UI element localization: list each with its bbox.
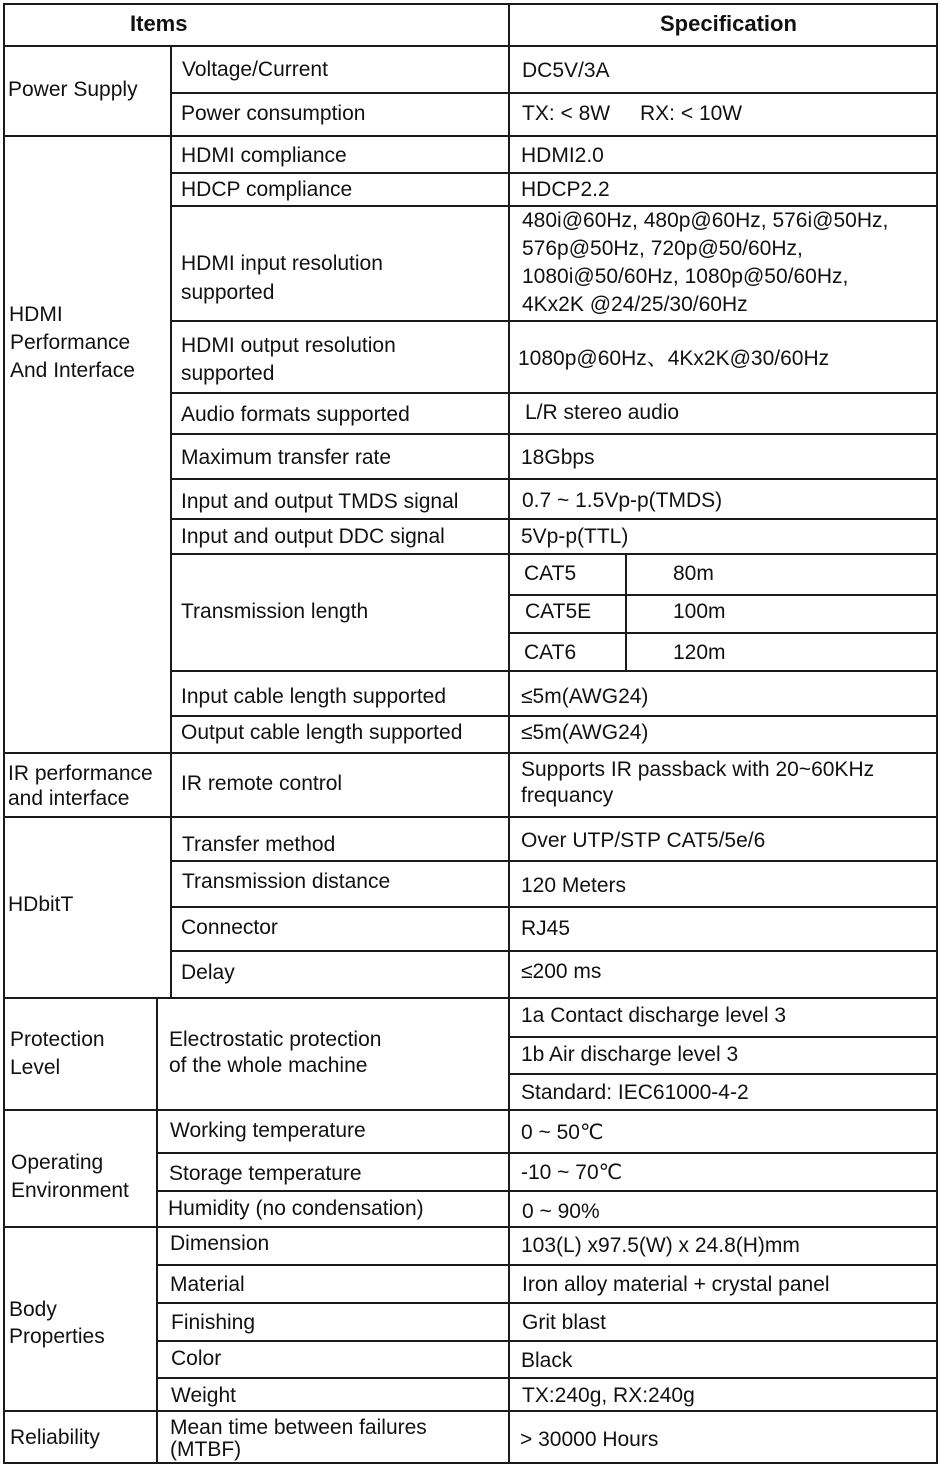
- header-divider: [3, 45, 938, 47]
- item-transmission-distance: Transmission distance: [182, 870, 391, 893]
- row-divider: [170, 715, 938, 717]
- value-transfer-method: Over UTP/STP CAT5/5e/6: [521, 829, 766, 852]
- value-ddc-signal: 5Vp-p(TTL): [521, 525, 629, 548]
- value-humidity: 0 ~ 90%: [522, 1200, 600, 1223]
- item-mtbf-line-1: Mean time between failures: [170, 1416, 427, 1439]
- item-weight: Weight: [171, 1384, 236, 1407]
- value-input-resolution-line-4: 4Kx2K @24/25/30/60Hz: [522, 293, 748, 316]
- item-audio-formats: Audio formats supported: [181, 403, 410, 426]
- group-divider: [3, 1109, 938, 1111]
- value-esd-air: 1b Air discharge level 3: [521, 1043, 739, 1066]
- table-border-right: [936, 3, 938, 1464]
- row-divider: [156, 1302, 938, 1304]
- row-divider: [170, 478, 938, 480]
- value-storage-temperature: -10 ~ 70℃: [521, 1161, 623, 1184]
- trans-length-cat5: 80m: [673, 562, 714, 585]
- item-ddc-signal: Input and output DDC signal: [181, 525, 445, 548]
- value-consumption-tx: TX: < 8W: [522, 102, 611, 125]
- value-input-cable-length: ≤5m(AWG24): [521, 685, 649, 708]
- value-audio-formats: L/R stereo audio: [525, 401, 680, 424]
- value-mtbf: > 30000 Hours: [520, 1428, 659, 1451]
- group-ir-line-2: and interface: [8, 787, 130, 810]
- value-finishing: Grit blast: [522, 1311, 607, 1334]
- group-environment-line-1: Operating: [11, 1151, 104, 1174]
- item-connector: Connector: [181, 916, 278, 939]
- item-output-cable-length: Output cable length supported: [181, 721, 463, 744]
- row-divider: [170, 320, 938, 322]
- value-voltage-current: DC5V/3A: [522, 59, 610, 82]
- item-storage-temperature: Storage temperature: [169, 1162, 362, 1185]
- row-divider: [508, 1073, 938, 1075]
- row-divider: [156, 1264, 938, 1266]
- item-power-consumption: Power consumption: [181, 102, 366, 125]
- row-divider: [170, 950, 938, 952]
- item-ir-remote: IR remote control: [181, 772, 343, 795]
- table-border-top: [3, 3, 938, 5]
- item-mtbf-line-2: (MTBF): [170, 1438, 242, 1461]
- row-divider: [170, 670, 938, 672]
- row-divider: [170, 205, 938, 207]
- group-power-supply: Power Supply: [8, 78, 138, 101]
- value-ir-remote-line-1: Supports IR passback with 20~60KHz: [521, 758, 875, 781]
- value-esd-contact: 1a Contact discharge level 3: [521, 1004, 786, 1027]
- item-delay: Delay: [181, 961, 235, 984]
- column-divider-spec: [508, 3, 510, 1464]
- row-divider: [170, 392, 938, 394]
- item-color: Color: [171, 1347, 222, 1370]
- group-hdmi-line-1: HDMI: [9, 303, 63, 326]
- item-finishing: Finishing: [171, 1311, 256, 1334]
- table-border-left: [3, 3, 5, 1464]
- item-esd-line-2: of the whole machine: [169, 1054, 368, 1077]
- value-transmission-distance: 120 Meters: [521, 874, 627, 897]
- value-output-cable-length: ≤5m(AWG24): [521, 721, 649, 744]
- group-hdbitt: HDbitT: [8, 893, 74, 916]
- trans-cable-cat5e: CAT5E: [525, 600, 592, 623]
- trans-length-cat6: 120m: [673, 641, 726, 664]
- item-hdmi-compliance: HDMI compliance: [181, 144, 347, 167]
- trans-length-cat5e: 100m: [673, 600, 726, 623]
- value-color: Black: [521, 1349, 573, 1372]
- item-voltage-current: Voltage/Current: [182, 58, 328, 81]
- item-tmds-signal: Input and output TMDS signal: [181, 490, 459, 513]
- subtable-divider: [508, 594, 938, 596]
- group-divider: [3, 752, 938, 754]
- row-divider: [508, 1036, 938, 1038]
- row-divider: [170, 172, 938, 174]
- value-delay: ≤200 ms: [521, 960, 602, 983]
- value-material: Iron alloy material + crystal panel: [522, 1273, 830, 1296]
- value-esd-standard: Standard: IEC61000-4-2: [521, 1081, 749, 1104]
- item-dimension: Dimension: [170, 1232, 270, 1255]
- group-hdmi-line-2: Performance: [10, 331, 131, 354]
- row-divider: [156, 1190, 938, 1192]
- row-divider: [170, 518, 938, 520]
- item-input-cable-length: Input cable length supported: [181, 685, 447, 708]
- group-ir-line-1: IR performance: [8, 762, 153, 785]
- item-input-resolution-line-1: HDMI input resolution: [181, 252, 383, 275]
- header-items: Items: [130, 11, 188, 36]
- row-divider: [170, 906, 938, 908]
- row-divider: [170, 433, 938, 435]
- value-working-temperature: 0 ~ 50℃: [521, 1121, 604, 1144]
- group-body-line-2: Properties: [9, 1325, 105, 1348]
- group-protection-line-2: Level: [10, 1056, 61, 1079]
- trans-cable-cat6: CAT6: [524, 641, 577, 664]
- item-output-resolution-line-2: supported: [181, 362, 275, 385]
- subtable-divider: [508, 632, 938, 634]
- row-divider: [170, 860, 938, 862]
- group-divider: [3, 135, 938, 137]
- value-input-resolution-line-1: 480i@60Hz, 480p@60Hz, 576i@50Hz,: [522, 209, 889, 232]
- row-divider: [156, 1152, 938, 1154]
- item-hdcp-compliance: HDCP compliance: [181, 178, 353, 201]
- row-divider: [156, 1340, 938, 1342]
- item-input-resolution-line-2: supported: [181, 281, 275, 304]
- value-hdcp-compliance: HDCP2.2: [521, 178, 610, 201]
- value-weight: TX:240g, RX:240g: [522, 1384, 695, 1407]
- row-divider: [156, 1377, 938, 1379]
- value-input-resolution-line-2: 576p@50Hz, 720p@50/60Hz,: [522, 237, 803, 260]
- header-specification: Specification: [660, 11, 797, 36]
- trans-cable-cat5: CAT5: [524, 562, 577, 585]
- item-material: Material: [170, 1273, 245, 1296]
- group-hdmi-line-3: And Interface: [10, 359, 135, 382]
- subtable-column: [625, 553, 627, 671]
- value-output-resolution: 1080p@60Hz、4Kx2K@30/60Hz: [518, 347, 830, 370]
- group-divider: [3, 997, 938, 999]
- value-dimension: 103(L) x97.5(W) x 24.8(H)mm: [521, 1234, 800, 1257]
- value-tmds-signal: 0.7 ~ 1.5Vp-p(TMDS): [522, 489, 723, 512]
- value-max-transfer-rate: 18Gbps: [521, 446, 595, 469]
- table-border-bottom: [3, 1462, 938, 1464]
- item-working-temperature: Working temperature: [170, 1119, 366, 1142]
- item-transfer-method: Transfer method: [182, 833, 336, 856]
- group-reliability: Reliability: [10, 1426, 100, 1449]
- item-esd-line-1: Electrostatic protection: [169, 1028, 382, 1051]
- value-input-resolution-line-3: 1080i@50/60Hz, 1080p@50/60Hz,: [522, 265, 849, 288]
- value-ir-remote-line-2: frequancy: [521, 784, 614, 807]
- item-output-resolution-line-1: HDMI output resolution: [181, 334, 396, 357]
- group-divider: [3, 1410, 938, 1412]
- value-consumption-rx: RX: < 10W: [640, 102, 743, 125]
- value-connector: RJ45: [521, 917, 571, 940]
- value-hdmi-compliance: HDMI2.0: [521, 144, 604, 167]
- group-body-line-1: Body: [9, 1298, 57, 1321]
- row-divider: [170, 553, 938, 555]
- group-protection-line-1: Protection: [10, 1028, 105, 1051]
- group-environment-line-2: Environment: [11, 1179, 129, 1202]
- group-divider: [3, 816, 938, 818]
- group-divider: [3, 1226, 938, 1228]
- row-divider: [170, 92, 938, 94]
- column-divider-items: [156, 997, 158, 1464]
- item-transmission-length: Transmission length: [181, 600, 369, 623]
- column-divider-items: [170, 45, 172, 998]
- item-humidity: Humidity (no condensation): [168, 1197, 424, 1220]
- item-max-transfer-rate: Maximum transfer rate: [181, 446, 392, 469]
